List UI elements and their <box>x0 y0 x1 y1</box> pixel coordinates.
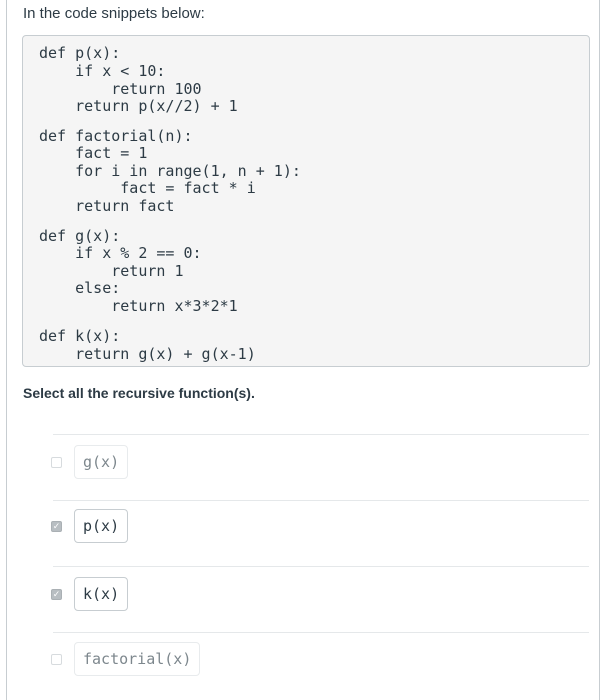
answer-option-p[interactable] <box>51 508 128 544</box>
code-line: return p(x//2) + 1 <box>39 97 238 115</box>
code-line: def g(x): <box>39 227 121 245</box>
answer-option-k[interactable] <box>51 576 128 612</box>
code-line: if x < 10: <box>39 62 166 80</box>
code-line: def factorial(n): <box>39 127 193 145</box>
answer-divider <box>53 434 589 435</box>
answer-label[interactable]: factorial(x) <box>74 642 200 676</box>
code-line: for i in range(1, n + 1): <box>39 162 301 180</box>
code-line: return 100 <box>39 80 202 98</box>
answer-divider <box>53 632 589 633</box>
code-line: return g(x) + g(x-1) <box>39 345 256 363</box>
code-line: if x % 2 == 0: <box>39 244 202 262</box>
answer-checkbox-checked[interactable] <box>51 589 62 600</box>
answer-divider <box>53 500 589 501</box>
code-line: fact = fact * i <box>39 179 256 197</box>
question-panel <box>6 0 600 700</box>
code-line: fact = 1 <box>39 144 148 162</box>
code-line: return 1 <box>39 262 184 280</box>
code-snippet-block <box>22 35 590 367</box>
answer-label[interactable]: k(x) <box>74 577 128 611</box>
answer-option-g[interactable] <box>51 444 128 480</box>
answer-label[interactable]: g(x) <box>74 445 128 479</box>
code-line: return x*3*2*1 <box>39 297 238 315</box>
answer-checkbox[interactable] <box>51 654 62 665</box>
answer-option-factorial[interactable] <box>51 641 200 677</box>
question-intro: In the code snippets below: <box>23 5 205 22</box>
answer-label[interactable]: p(x) <box>74 509 128 543</box>
check-icon: ✓ <box>52 588 61 599</box>
answer-checkbox-checked[interactable] <box>51 521 62 532</box>
code-line: return fact <box>39 197 175 215</box>
answer-checkbox[interactable] <box>51 457 62 468</box>
code-line: def k(x): <box>39 327 121 345</box>
answer-divider <box>53 566 589 567</box>
question-prompt: Select all the recursive function(s). <box>23 385 255 401</box>
code-line: else: <box>39 279 121 297</box>
code-line: def p(x): <box>39 44 121 62</box>
check-icon: ✓ <box>52 520 61 531</box>
